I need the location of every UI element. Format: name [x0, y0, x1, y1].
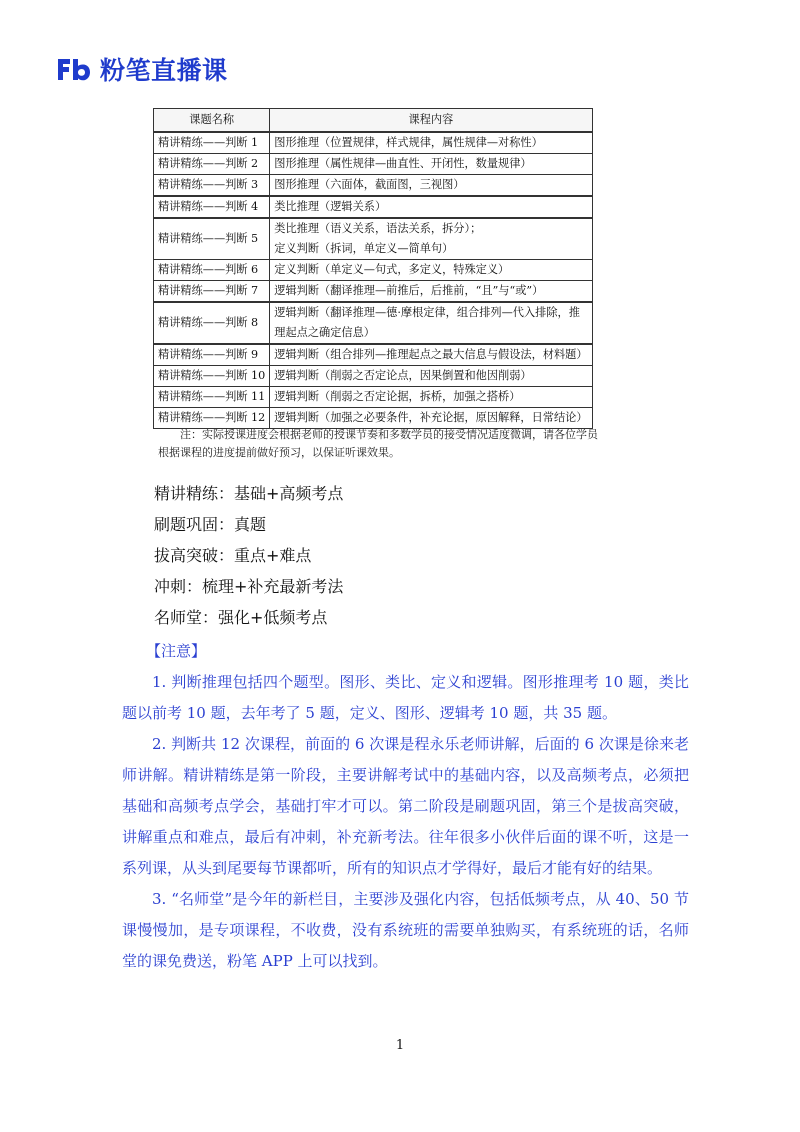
row-course-content: 图形推理（属性规律—曲直性、开闭性，数量规律）	[270, 154, 592, 175]
row-course-content: 图形推理（位置规律，样式规律，属性规律—对称性）	[270, 132, 592, 154]
row-course-content: 逻辑判断（削弱之否定论据，拆桥，加强之搭桥）	[270, 387, 592, 408]
header-course-name: 课题名称	[154, 109, 270, 133]
course-table	[153, 108, 593, 429]
table-row	[154, 196, 593, 218]
row-course-name: 精讲精练——判断 6	[154, 260, 270, 281]
table-header-row	[154, 109, 593, 133]
row-course-content: 类比推理（语义关系，语法关系，拆分）； 定义判断（拆词，单定义—简单句）	[270, 218, 592, 260]
row-course-name: 精讲精练——判断 8	[154, 302, 270, 344]
row-course-name: 精讲精练——判断 1	[154, 132, 270, 154]
table-row	[154, 302, 593, 344]
table-row	[154, 366, 593, 387]
row-course-name: 精讲精练——判断 9	[154, 344, 270, 366]
page-number: 1	[395, 1038, 405, 1053]
stage-item: 刷题巩固：真题	[154, 515, 267, 534]
row-course-content: 逻辑判断（翻译推理—德·摩根定律，组合排列—代入排除，推理起点之确定信息）	[270, 302, 592, 344]
table-row	[154, 132, 593, 154]
table-row	[154, 281, 593, 303]
row-course-name: 精讲精练——判断 2	[154, 154, 270, 175]
row-course-name: 精讲精练——判断 10	[154, 366, 270, 387]
row-course-content: 逻辑判断（组合排列—推理起点之最大信息与假设法，材料题）	[270, 344, 592, 366]
table-row	[154, 154, 593, 175]
notice-heading: 【注意】	[146, 642, 207, 660]
stage-summary	[154, 478, 343, 633]
notice-paragraph: 1. 判断推理包括四个题型。图形、类比、定义和逻辑。图形推理考 10 题，类比题以前考 10 题，去年考了 5 题，定义、图形、逻辑考 10 题，共 35 题。	[122, 673, 689, 722]
notice-paragraph: 3. “名师堂”是今年的新栏目，主要涉及强化内容，包括低频考点，从 40、50 节课慢慢加，是专项课程，不收费，没有系统班的需要单独购买，有系统班的话，名师堂的课免费送，粉笔 APP 上可以找到。	[122, 890, 689, 970]
row-course-name: 精讲精练——判断 4	[154, 196, 270, 218]
fb-logo-icon	[56, 56, 92, 82]
row-course-content: 逻辑判断（加强之必要条件，补充论据，原因解释，日常结论）	[270, 408, 592, 429]
row-course-name: 精讲精练——判断 7	[154, 281, 270, 303]
header-course-content: 课程内容	[270, 109, 592, 133]
row-course-content: 定义判断（单定义—句式，多定义，特殊定义）	[270, 260, 592, 281]
table-row	[154, 218, 593, 260]
brand-name: 粉笔直播课	[100, 56, 228, 85]
table-row	[154, 260, 593, 281]
row-course-name: 精讲精练——判断 3	[154, 175, 270, 197]
row-course-name: 精讲精练——判断 11	[154, 387, 270, 408]
stage-item: 名师堂：强化+低频考点	[154, 608, 328, 627]
row-course-content: 逻辑判断（翻译推理—前推后，后推前，“且”与“或”）	[270, 281, 592, 303]
brand-header	[56, 52, 228, 86]
schedule-note: 注：实际授课进度会根据老师的授课节奏和多数学员的接受情况适度微调，请各位学员根据课程的进度提前做好预习，以保证听课效果。	[158, 428, 598, 459]
stage-item: 拔高突破：重点+难点	[154, 546, 312, 565]
stage-item: 精讲精练：基础+高频考点	[154, 484, 344, 503]
table-row	[154, 175, 593, 197]
table-row	[154, 344, 593, 366]
row-course-content: 逻辑判断（削弱之否定论点，因果倒置和他因削弱）	[270, 366, 592, 387]
row-course-name: 精讲精练——判断 5	[154, 218, 270, 260]
notice-section	[122, 636, 689, 977]
row-course-name: 精讲精练——判断 12	[154, 408, 270, 429]
table-row	[154, 387, 593, 408]
row-course-content: 图形推理（六面体，截面图，三视图）	[270, 175, 592, 197]
notice-paragraph: 2. 判断共 12 次课程，前面的 6 次课是程永乐老师讲解，后面的 6 次课是徐来老师讲解。精讲精练是第一阶段，主要讲解考试中的基础内容，以及高频考点，必须把基础和高频考点学会，基础打牢才可以。第二阶段是刷题巩固，第三个是拔高突破，讲解重点和难点，最后有冲刺，补充新考法。往年很多小伙伴后面的课不听，这是一系列课，从头到尾要每节课都听，所有的知识点才学得好，最后才能有好的结果。	[122, 735, 689, 877]
stage-item: 冲刺：梳理+补充最新考法	[154, 577, 344, 596]
row-course-content: 类比推理（逻辑关系）	[270, 196, 592, 218]
